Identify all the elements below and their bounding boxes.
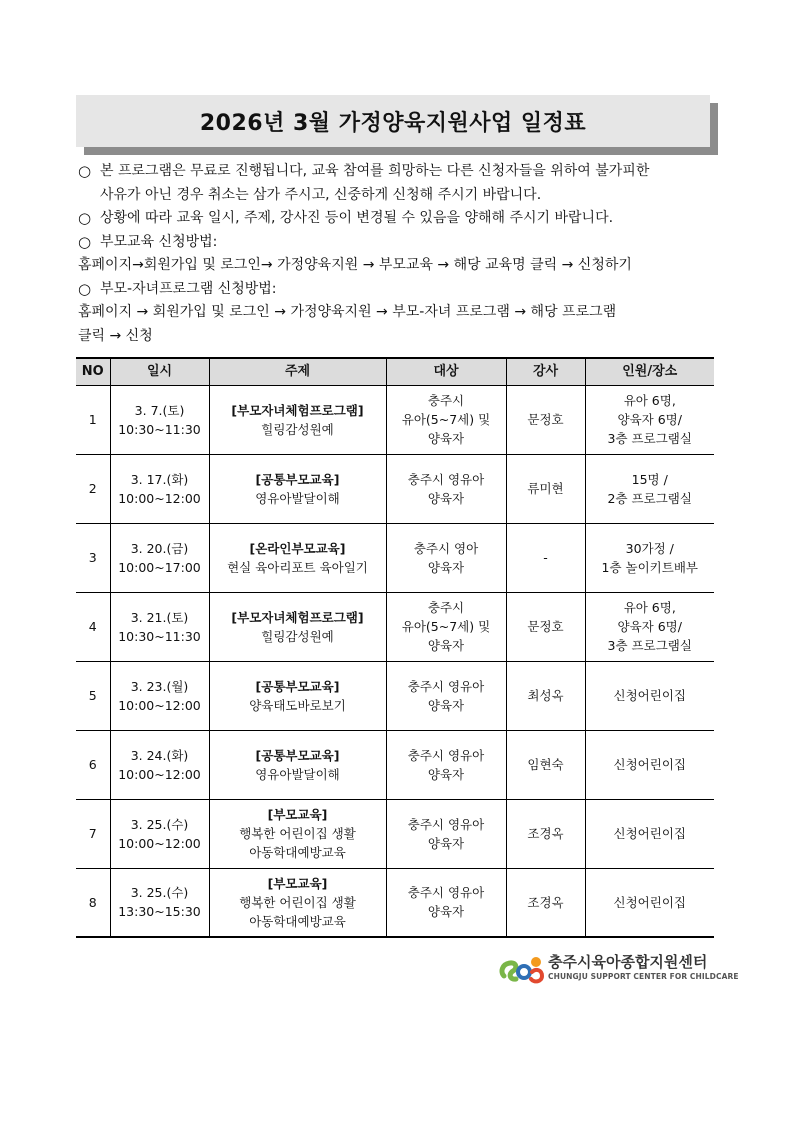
row-place-line: 유아 6명, <box>623 600 676 615</box>
row-date: 3. 25.(수) <box>130 816 189 832</box>
row-time: 13:30~15:30 <box>118 904 201 920</box>
note-line: 클릭 → 신청 <box>78 327 153 344</box>
row-target <box>386 799 506 868</box>
row-date: 3. 24.(화) <box>130 747 189 763</box>
row-time: 10:30~11:30 <box>118 421 201 437</box>
row-place-line: 양육자 6명/ <box>617 619 682 634</box>
table-row <box>76 454 714 523</box>
row-topic-sub: 행복한 어린이집 생활 <box>239 894 356 910</box>
row-topic-sub: 힐링감성원예 <box>261 421 334 437</box>
row-instructor: 문정호 <box>506 592 585 661</box>
header-datetime: 일시 <box>110 358 209 385</box>
row-target <box>386 592 506 661</box>
note-line: 홈페이지→회원가입 및 로그인→ 가정양육지원 → 부모교육 → 해당 교육명 클릭 → 신청하기 <box>78 257 632 273</box>
row-target <box>386 454 506 523</box>
row-datetime <box>110 454 209 523</box>
note-line: 부모-자녀프로그램 신청방법: <box>100 280 277 297</box>
row-target <box>386 385 506 454</box>
row-topic-title: [온라인부모교육] <box>249 540 346 556</box>
row-time: 10:30~11:30 <box>118 628 201 644</box>
row-place <box>585 730 714 799</box>
row-target <box>386 661 506 730</box>
row-place <box>585 385 714 454</box>
row-target-line: 충주시 영유아 <box>407 471 485 487</box>
note-line: 홈페이지 → 회원가입 및 로그인 → 가정양육지원 → 부모-자녀 프로그램 → 해당 프로그램 <box>78 304 617 320</box>
row-date: 3. 23.(월) <box>130 678 189 694</box>
note-schedule-change <box>78 207 718 231</box>
note-parent-education-signup <box>78 231 718 278</box>
row-target-line: 양육자 <box>427 559 465 575</box>
title-banner <box>76 95 710 147</box>
row-topic <box>209 868 386 937</box>
table-row <box>76 592 714 661</box>
row-place-line: 신청어린이집 <box>613 688 686 703</box>
row-target-line: 충주시 영아 <box>413 540 479 556</box>
row-target-line: 양육자 <box>427 490 465 506</box>
row-target-line: 유아(5~7세) 및 <box>401 619 491 634</box>
row-place <box>585 799 714 868</box>
row-place-line: 신청어린이집 <box>613 757 686 772</box>
row-instructor: 류미현 <box>506 454 585 523</box>
row-place <box>585 868 714 937</box>
row-topic-title: [부모자녀체험프로그램] <box>231 609 364 625</box>
row-place <box>585 523 714 592</box>
row-topic <box>209 385 386 454</box>
page-title: 2026년 3월 가정양육지원사업 일정표 <box>199 110 587 136</box>
row-topic-sub: 현실 육아리포트 육아일기 <box>227 559 368 575</box>
row-target-line: 양육자 <box>427 431 465 446</box>
row-no: 1 <box>76 385 110 454</box>
row-place-line: 1층 놀이키트배부 <box>601 559 698 575</box>
row-no: 4 <box>76 592 110 661</box>
row-topic-sub: 아동학대예방교육 <box>249 913 346 929</box>
row-target-line: 충주시 영유아 <box>407 816 485 832</box>
row-target-line: 충주시 영유아 <box>407 747 485 763</box>
row-no: 7 <box>76 799 110 868</box>
row-topic-sub: 양육태도바로보기 <box>249 697 346 713</box>
row-date: 3. 17.(화) <box>130 471 189 487</box>
row-time: 10:00~12:00 <box>118 835 201 851</box>
row-target-line: 양육자 <box>427 638 465 653</box>
table-body <box>76 385 714 937</box>
row-target-line: 양육자 <box>427 766 465 782</box>
table-row <box>76 385 714 454</box>
row-target <box>386 730 506 799</box>
row-instructor: 문정호 <box>506 385 585 454</box>
row-instructor: 조경옥 <box>506 799 585 868</box>
row-datetime <box>110 592 209 661</box>
header-topic: 주제 <box>209 358 386 385</box>
schedule-table <box>76 357 714 938</box>
note-line: 본 프로그램은 무료로 진행됩니다, 교육 참여를 희망하는 다른 신청자들을 위하여 불가피한 <box>100 163 650 179</box>
center-logo-icon <box>498 950 548 986</box>
row-instructor: 임현숙 <box>506 730 585 799</box>
row-no: 2 <box>76 454 110 523</box>
row-place-line: 2층 프로그램실 <box>607 490 692 506</box>
row-topic-title: [부모교육] <box>267 807 328 822</box>
row-topic-sub: 힐링감성원예 <box>261 628 334 644</box>
note-parent-child-signup <box>78 278 718 349</box>
row-topic <box>209 523 386 592</box>
row-place <box>585 592 714 661</box>
header-capacity-place: 인원/장소 <box>585 358 714 385</box>
note-line: 상황에 따라 교육 일시, 주제, 강사진 등이 변경될 수 있음을 양해해 주시기 바랍니다. <box>100 210 614 226</box>
row-target <box>386 868 506 937</box>
row-date: 3. 7.(토) <box>134 402 185 418</box>
row-datetime <box>110 730 209 799</box>
note-line: 사유가 아닌 경우 취소는 삼가 주시고, 신중하게 신청해 주시기 바랍니다. <box>100 186 542 203</box>
center-subtitle: CHUNGJU SUPPORT CENTER FOR CHILDCARE <box>548 972 739 981</box>
header-target: 대상 <box>386 358 506 385</box>
row-datetime <box>110 868 209 937</box>
row-topic-sub: 영유아발달이해 <box>255 766 340 782</box>
circle-bullet-icon: ○ <box>78 232 92 251</box>
row-instructor: 조경옥 <box>506 868 585 937</box>
table-row <box>76 661 714 730</box>
row-time: 10:00~12:00 <box>118 697 201 713</box>
table-row <box>76 523 714 592</box>
header-instructor: 강사 <box>506 358 585 385</box>
row-no: 3 <box>76 523 110 592</box>
row-place-line: 15명 / <box>631 471 668 487</box>
row-topic-sub: 행복한 어린이집 생활 <box>239 826 356 841</box>
row-target <box>386 523 506 592</box>
row-date: 3. 21.(토) <box>130 609 189 625</box>
table-row <box>76 799 714 868</box>
row-time: 10:00~12:00 <box>118 490 201 506</box>
row-topic-title: [부모교육] <box>267 875 328 891</box>
notes-list <box>78 160 718 348</box>
center-name: 충주시육아종합지원센터 <box>548 953 708 971</box>
row-topic-title: [공통부모교육] <box>255 678 340 694</box>
row-target-line: 충주시 <box>427 393 465 408</box>
row-date: 3. 20.(금) <box>130 540 189 556</box>
row-target-line: 양육자 <box>427 904 465 920</box>
row-target-line: 충주시 영유아 <box>407 885 485 901</box>
circle-bullet-icon: ○ <box>78 279 92 298</box>
row-target-line: 양육자 <box>427 697 465 713</box>
row-topic <box>209 730 386 799</box>
row-topic <box>209 454 386 523</box>
row-place-line: 유아 6명, <box>623 393 676 408</box>
row-place-line: 신청어린이집 <box>613 894 686 910</box>
row-no: 8 <box>76 868 110 937</box>
row-topic-sub: 아동학대예방교육 <box>249 845 346 860</box>
note-free-program <box>78 160 718 207</box>
circle-bullet-icon: ○ <box>78 209 92 227</box>
row-target-line: 충주시 <box>427 600 465 615</box>
row-datetime <box>110 523 209 592</box>
row-instructor: - <box>506 523 585 592</box>
row-topic-sub: 영유아발달이해 <box>255 490 340 506</box>
table-row <box>76 868 714 937</box>
row-place <box>585 661 714 730</box>
circle-bullet-icon: ○ <box>78 162 92 180</box>
row-topic <box>209 592 386 661</box>
title-box <box>76 95 710 147</box>
row-topic-title: [부모자녀체험프로그램] <box>231 402 364 418</box>
row-place-line: 3층 프로그램실 <box>607 638 692 653</box>
row-topic-title: [공통부모교육] <box>255 747 340 763</box>
row-date: 3. 25.(수) <box>130 885 189 901</box>
row-target-line: 충주시 영유아 <box>407 678 485 694</box>
row-instructor: 최성옥 <box>506 661 585 730</box>
row-time: 10:00~12:00 <box>118 766 201 782</box>
header-no: NO <box>76 358 110 385</box>
table-header-row <box>76 358 714 385</box>
table-row <box>76 730 714 799</box>
row-datetime <box>110 385 209 454</box>
row-place <box>585 454 714 523</box>
note-line: 부모교육 신청방법: <box>100 233 218 250</box>
row-no: 5 <box>76 661 110 730</box>
row-place-line: 신청어린이집 <box>613 826 686 841</box>
row-datetime <box>110 799 209 868</box>
row-target-line: 양육자 <box>427 835 465 851</box>
row-topic <box>209 799 386 868</box>
row-topic-title: [공통부모교육] <box>255 471 340 487</box>
row-time: 10:00~17:00 <box>118 559 201 575</box>
row-no: 6 <box>76 730 110 799</box>
row-topic <box>209 661 386 730</box>
row-datetime <box>110 661 209 730</box>
row-place-line: 3층 프로그램실 <box>607 431 692 446</box>
row-target-line: 유아(5~7세) 및 <box>401 412 491 427</box>
row-place-line: 양육자 6명/ <box>617 412 682 427</box>
row-place-line: 30가정 / <box>625 540 674 556</box>
